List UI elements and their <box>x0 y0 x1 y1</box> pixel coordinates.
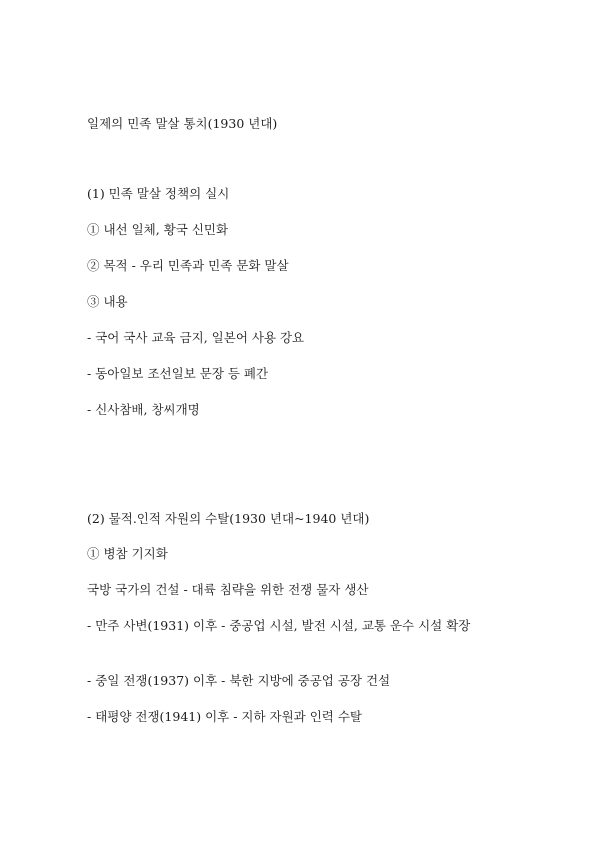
section-1-item: - 동아일보 조선일보 문장 등 폐간 <box>87 366 269 381</box>
section-1-heading: (1) 민족 말살 정책의 실시 <box>87 186 230 201</box>
section-1-item: ② 목적 - 우리 민족과 민족 문화 말살 <box>87 258 289 273</box>
section-1-item: ① 내선 일체, 황국 신민화 <box>87 222 229 237</box>
section-2-item: - 중일 전쟁(1937) 이후 - 북한 지방에 중공업 공장 건설 <box>87 673 391 688</box>
section-2-item: - 태평양 전쟁(1941) 이후 - 지하 자원과 인력 수탈 <box>87 709 362 724</box>
section-1-item: - 국어 국사 교육 금지, 일본어 사용 강요 <box>87 330 305 345</box>
section-1-item: - 신사참배, 창씨개명 <box>87 402 200 417</box>
section-2-heading: (2) 물적.인적 자원의 수탈(1930 년대~1940 년대) <box>87 511 370 526</box>
section-2-item: ① 병참 기지화 <box>87 546 168 561</box>
section-1-item: ③ 내용 <box>87 294 128 309</box>
section-2-item: 국방 국가의 건설 - 대륙 침략을 위한 전쟁 물자 생산 <box>87 582 369 597</box>
document-title: 일제의 민족 말살 통치(1930 년대) <box>87 116 278 131</box>
section-2-item: - 만주 사변(1931) 이후 - 중공업 시설, 발전 시설, 교통 운수 시설 확장 <box>87 618 471 633</box>
